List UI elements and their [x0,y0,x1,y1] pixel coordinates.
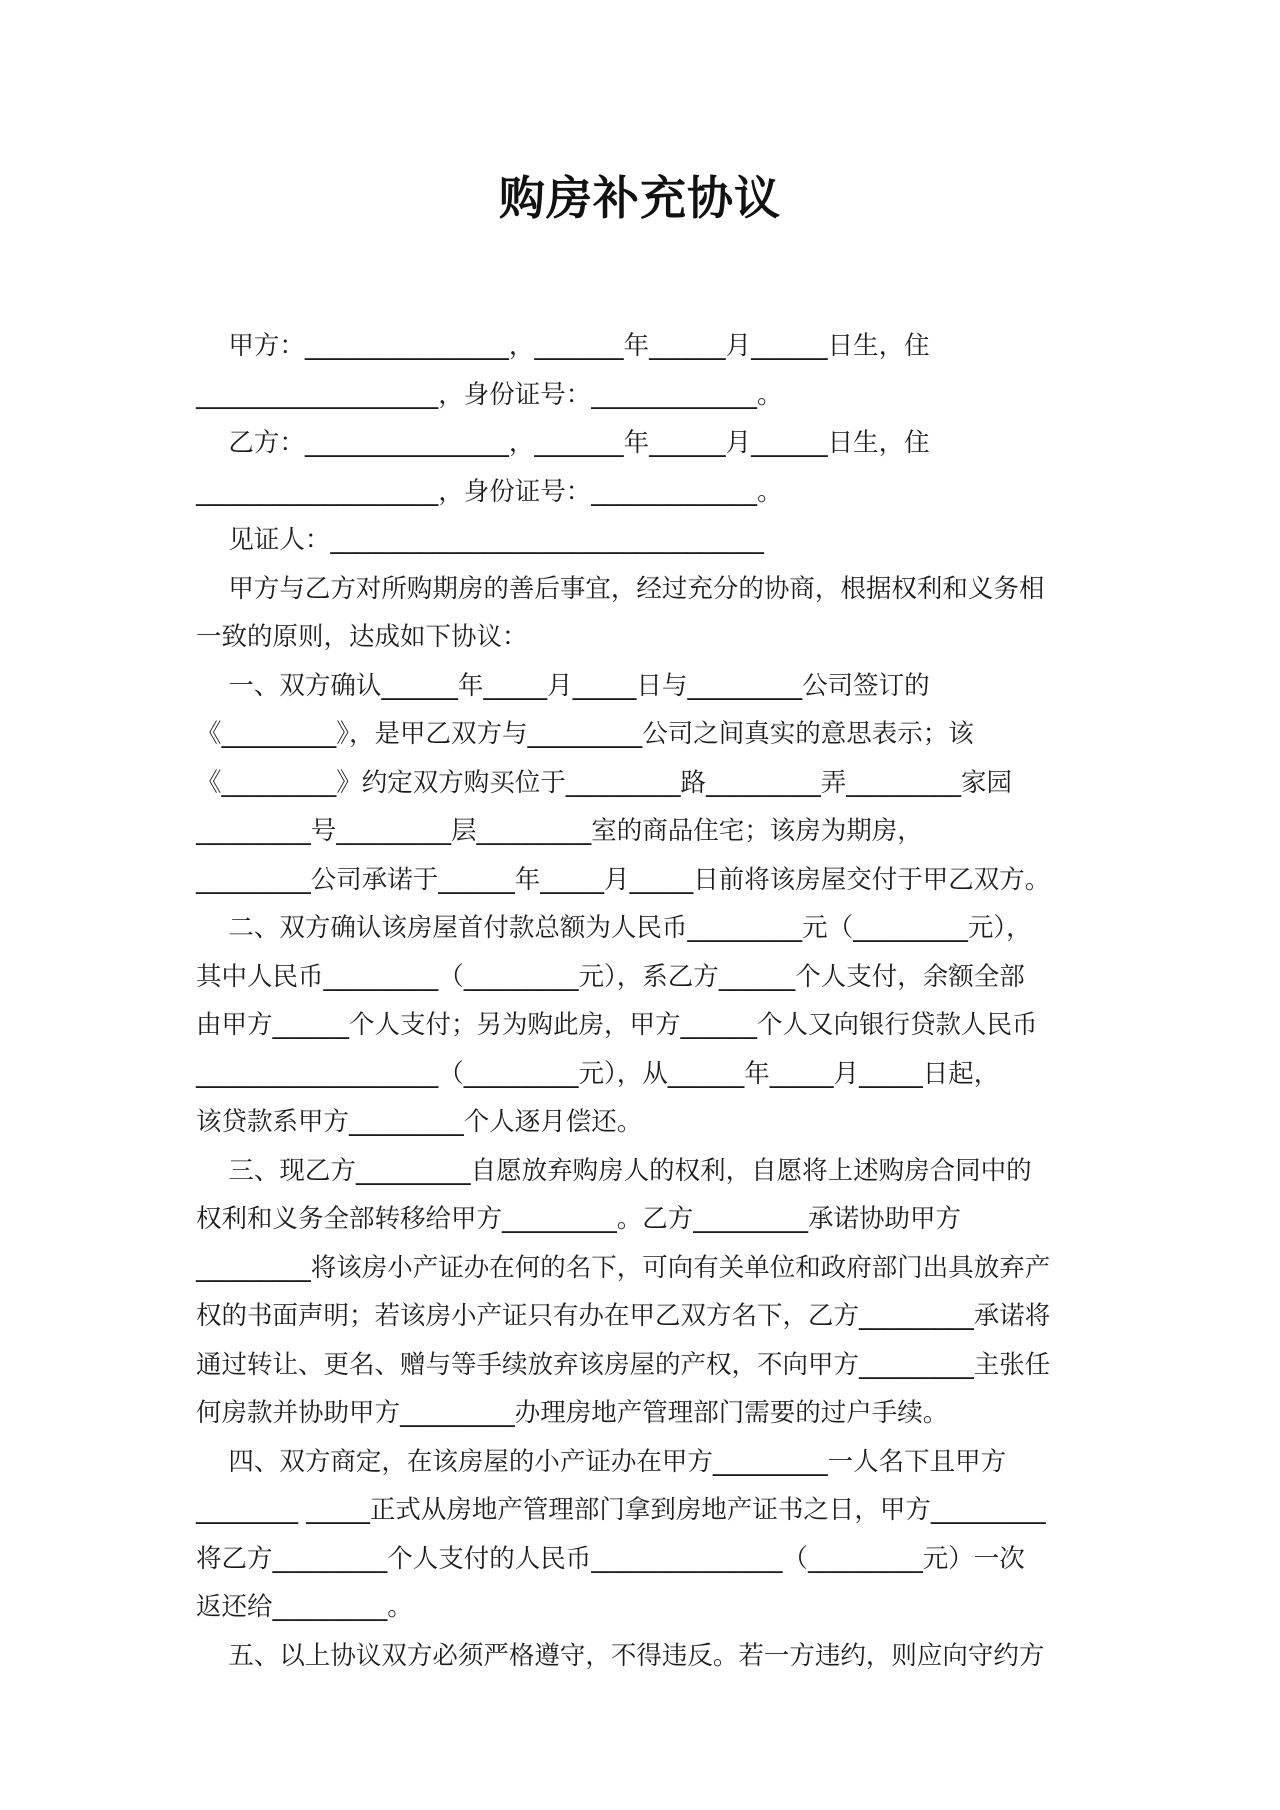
text-line: ________ _____正式从房地产管理部门拿到房地产证书之日，甲方_________ [196,1495,1046,1525]
text-line: 权的书面声明；若该房小产证只有办在甲乙双方名下，乙方_________承诺将 [196,1301,1051,1331]
text-line: 二、双方确认该房屋首付款总额为人民币_________元（_________元）， [196,913,1032,943]
text-line: 四、双方商定，在该房屋的小产证办在甲方_________一人名下且甲方 [196,1446,1007,1477]
text-line: 乙方：________________，_______年______月______日生，住 [196,428,930,458]
text-line: 甲方：________________，_______年______月______日生，住 [196,331,930,361]
text-line: 权利和义务全部转移给甲方_________。乙方_________承诺协助甲方 [196,1204,962,1234]
text-line: _________号_________层_________室的商品住宅；该房为期房， [196,816,923,846]
text-line: 何房款并协助甲方_________办理房地产管理部门需要的过户手续。 [196,1398,949,1428]
text-line: 一、双方确认______年_____月_____日与_________公司签订的 [196,670,930,701]
text-line: 五、以上协议双方必须严格遵守，不得违反。若一方违约，则应向守约方 [196,1640,1045,1671]
text-line: ___________________，身份证号：_____________。 [196,476,783,507]
text-line: 返还给_________。 [196,1592,413,1622]
document-body [196,322,1096,1680]
text-line: _________公司承诺于______年_____月_____日前将该房屋交付于甲乙双方。 [196,864,1051,895]
text-line: _________将该房小产证办在何的名下，可向有关单位和政府部门出具放弃产 [196,1252,1051,1283]
text-line: 将乙方_________个人支付的人民币_______________（_________元）一次 [196,1543,1025,1574]
text-line: 通过转让、更名、赠与等手续放弃该房屋的产权，不向甲方_________主张任 [196,1349,1051,1380]
text-line: 其中人民币_________（_________元），系乙方______个人支付，余额全部 [196,961,1025,992]
text-line: 一致的原则，达成如下协议： [196,622,528,652]
text-line: 该贷款系甲方_________个人逐月偿还。 [196,1107,643,1137]
text-line: 甲方与乙方对所购期房的善后事宜，经过充分的协商，根据权利和义务相 [196,573,1045,604]
text-line: 见证人：__________________________________ [196,525,764,555]
document-title: 购房补充协议 [499,171,781,225]
text-line: 《_________》，是甲乙双方与_________公司之间真实的意思表示；该 [196,719,974,749]
text-line: 《_________》约定双方购买位于_________路_________弄_________家园 [196,767,1013,798]
text-line: 由甲方______个人支付；另为购此房，甲方______个人又向银行贷款人民币 [196,1010,1038,1040]
text-line: ___________________（_________元），从______年_____月_____日起， [196,1058,1000,1089]
text-line: ___________________，身份证号：_____________。 [196,379,783,410]
text-line: 三、现乙方_________自愿放弃购房人的权利，自愿将上述购房合同中的 [196,1155,1032,1186]
